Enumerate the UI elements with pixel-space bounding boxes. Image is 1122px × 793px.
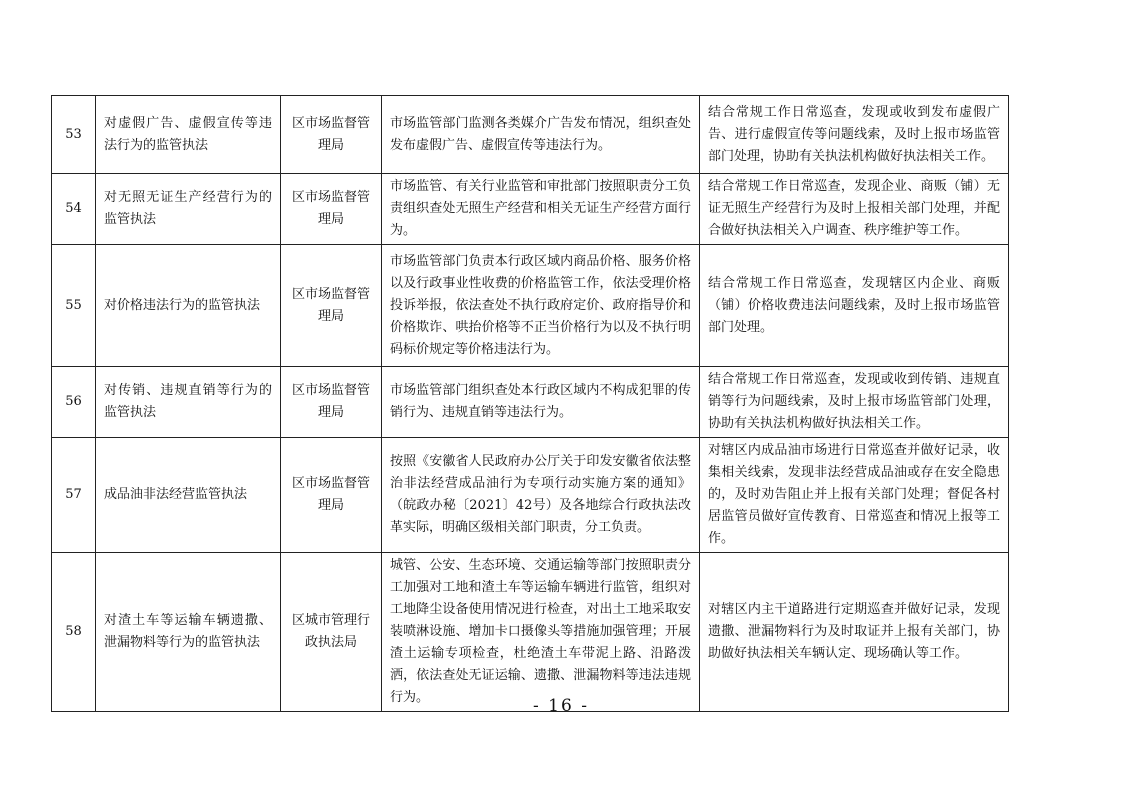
responsible-department: 区市场监督管理局 xyxy=(281,96,382,174)
table-row xyxy=(52,367,1009,438)
matters-table xyxy=(51,95,1009,712)
row-number: 56 xyxy=(52,367,96,438)
table-row xyxy=(52,245,1009,367)
page-number: - 16 - xyxy=(533,696,589,716)
responsible-department: 区城市管理行政执法局 xyxy=(281,553,382,712)
row-number: 55 xyxy=(52,245,96,367)
township-duty: 结合常规工作日常巡查，发现辖区内企业、商贩（铺）价格收费违法问题线索，及时上报市场监管部门处理。 xyxy=(700,245,1009,367)
row-number: 58 xyxy=(52,553,96,712)
township-duty: 结合常规工作日常巡查，发现或收到发布虚假广告、进行虚假宣传等问题线索，及时上报市场监管部门处理，协助有关执法机构做好执法相关工作。 xyxy=(700,96,1009,174)
department-responsibility: 市场监管部门监测各类媒介广告发布情况，组织查处发布虚假广告、虚假宣传等违法行为。 xyxy=(382,96,700,174)
matter-name: 对无照无证生产经营行为的监管执法 xyxy=(96,174,281,245)
department-responsibility: 按照《安徽省人民政府办公厅关于印发安徽省依法整治非法经营成品油行为专项行动实施方案的通知》（皖政办秘〔2021〕42号）及各地综合行政执法改革实际，明确区级相关部门职责，分工负责。 xyxy=(382,438,700,553)
table-row xyxy=(52,438,1009,553)
row-number: 57 xyxy=(52,438,96,553)
table-row xyxy=(52,174,1009,245)
matter-name: 成品油非法经营监管执法 xyxy=(96,438,281,553)
matter-name: 对渣土车等运输车辆遗撒、泄漏物料等行为的监管执法 xyxy=(96,553,281,712)
responsible-department: 区市场监督管理局 xyxy=(281,438,382,553)
table-row xyxy=(52,96,1009,174)
responsible-department: 区市场监督管理局 xyxy=(281,367,382,438)
matter-name: 对价格违法行为的监管执法 xyxy=(96,245,281,367)
table-row xyxy=(52,553,1009,712)
matter-name: 对传销、违规直销等行为的监管执法 xyxy=(96,367,281,438)
township-duty: 结合常规工作日常巡查，发现企业、商贩（铺）无证无照生产经营行为及时上报相关部门处理，并配合做好执法相关入户调查、秩序维护等工作。 xyxy=(700,174,1009,245)
department-responsibility: 城管、公安、生态环境、交通运输等部门按照职责分工加强对工地和渣土车等运输车辆进行监管，组织对工地降尘设备使用情况进行检查，对出土工地采取安装喷淋设施、增加卡口摄像头等措施加强管理；开展渣土运输专项检查，杜绝渣土车带泥上路、沿路泼洒，依法查处无证运输、遗撒、泄漏物料等违法违规行为。 xyxy=(382,553,700,712)
township-duty: 对辖区内主干道路进行定期巡查并做好记录，发现遗撒、泄漏物料行为及时取证并上报有关部门，协助做好执法相关车辆认定、现场确认等工作。 xyxy=(700,553,1009,712)
row-number: 54 xyxy=(52,174,96,245)
responsible-department: 区市场监督管理局 xyxy=(281,245,382,367)
department-responsibility: 市场监管部门组织查处本行政区域内不构成犯罪的传销行为、违规直销等违法行为。 xyxy=(382,367,700,438)
township-duty: 对辖区内成品油市场进行日常巡查并做好记录，收集相关线索，发现非法经营成品油或存在安全隐患的，及时劝告阻止并上报有关部门处理；督促各村居监管员做好宣传教育、日常巡查和情况上报等工作。 xyxy=(700,438,1009,553)
row-number: 53 xyxy=(52,96,96,174)
matter-name: 对虚假广告、虚假宣传等违法行为的监管执法 xyxy=(96,96,281,174)
responsible-department: 区市场监督管理局 xyxy=(281,174,382,245)
department-responsibility: 市场监管、有关行业监管和审批部门按照职责分工负责组织查处无照生产经营和相关无证生产经营方面行为。 xyxy=(382,174,700,245)
township-duty: 结合常规工作日常巡查，发现或收到传销、违规直销等行为问题线索，及时上报市场监管部门处理，协助有关执法机构做好执法相关工作。 xyxy=(700,367,1009,438)
department-responsibility: 市场监管部门负责本行政区域内商品价格、服务价格以及行政事业性收费的价格监管工作，依法受理价格投诉举报，依法查处不执行政府定价、政府指导价和价格欺诈、哄抬价格等不正当价格行为以及不执行明码标价规定等价格违法行为。 xyxy=(382,245,700,367)
